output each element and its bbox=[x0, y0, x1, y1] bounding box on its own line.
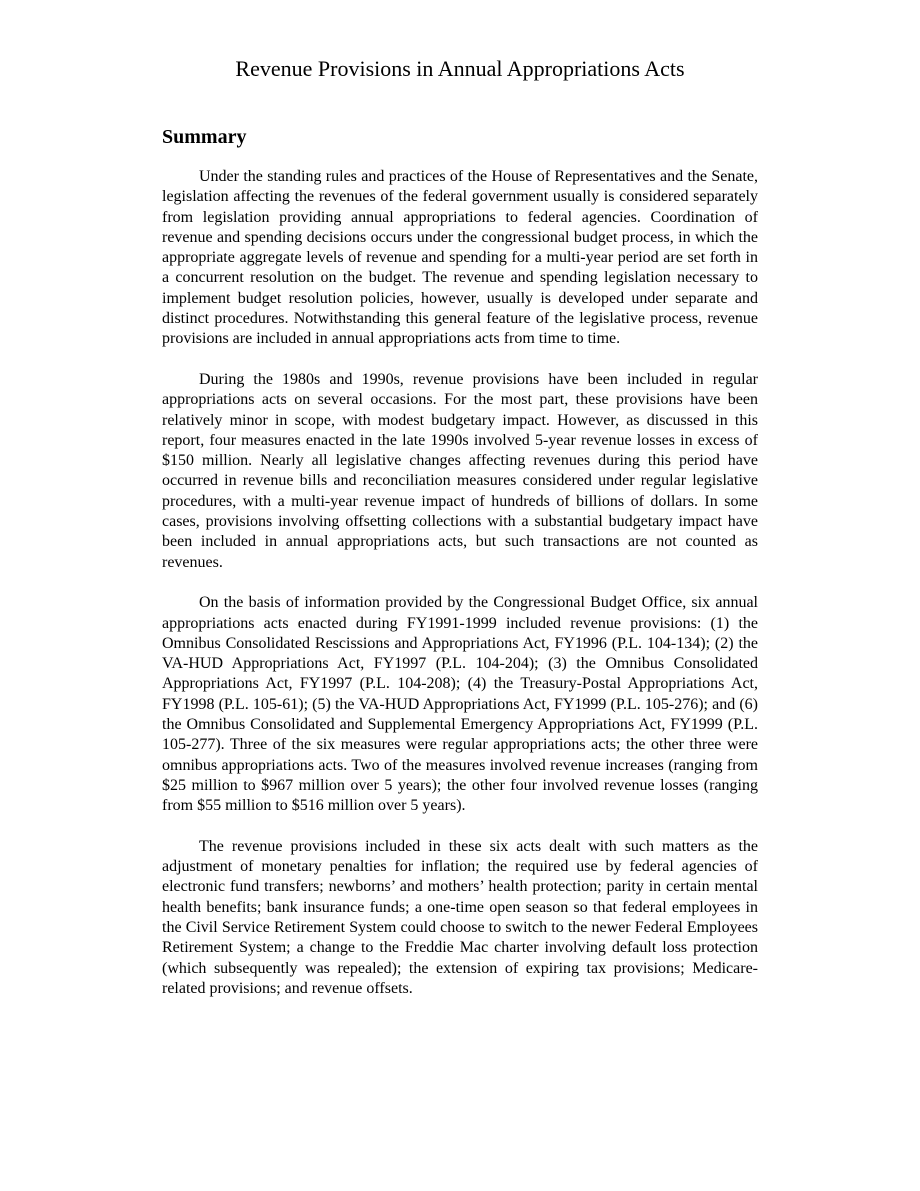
summary-body bbox=[162, 167, 758, 1019]
summary-paragraph-1: Under the standing rules and practices of the House of Representatives and the Senate, legislation affecting the revenues of the federal government usually is considered separately from legislation providing annual appropriations to federal agencies. Coordination of revenue and spending decisions occurs under the congressional budget process, in which the appropriate aggregate levels of revenue and spending for a multi-year period are set forth in a concurrent resolution on the budget. The revenue and spending legislation necessary to implement budget resolution policies, however, usually is developed under separate and distinct procedures. Notwithstanding this general feature of the legislative process, revenue provisions are included in annual appropriations acts from time to time. bbox=[162, 168, 758, 348]
summary-heading: Summary bbox=[162, 126, 247, 148]
summary-paragraph-3: On the basis of information provided by the Congressional Budget Office, six annual appropriations acts enacted during FY1991-1999 included revenue provisions: (1) the Omnibus Consolidated Rescissions and Appropriations Act, FY1996 (P.L. 104-134); (2) the VA-HUD Appropriations Act, FY1997 (P.L. 104-204); (3) the Omnibus Consolidated Appropriations Act, FY1997 (P.L. 104-208); (4) the Treasury-Postal Appropriations Act, FY1998 (P.L. 105-61); (5) the VA-HUD Appropriations Act, FY1999 (P.L. 105-276); and (6) the Omnibus Consolidated and Supplemental Emergency Appropriations Act, FY1999 (P.L. 105-277). Three of the six measures were regular appropriations acts; the other three were omnibus appropriations acts. Two of the measures involved revenue increases (ranging from $25 million to $967 million over 5 years); the other four involved revenue losses (ranging from $55 million to $516 million over 5 years). bbox=[162, 594, 758, 815]
page-title: Revenue Provisions in Annual Appropriations Acts bbox=[235, 56, 685, 81]
summary-paragraph-4: The revenue provisions included in these six acts dealt with such matters as the adjustment of monetary penalties for inflation; the required use by federal agencies of electronic fund transfers; newborns’ and mothers’ health protection; parity in certain mental health benefits; bank insurance funds; a one-time open season so that federal employees in the Civil Service Retirement System could choose to switch to the newer Federal Employees Retirement System; a change to the Freddie Mac charter involving default loss protection (which subsequently was repealed); the extension of expiring tax provisions; Medicare-related provisions; and revenue offsets. bbox=[162, 837, 758, 997]
summary-paragraph-2: During the 1980s and 1990s, revenue provisions have been included in regular appropriations acts on several occasions. For the most part, these provisions have been relatively minor in scope, with modest budgetary impact. However, as discussed in this report, four measures enacted in the late 1990s involved 5-year revenue losses in excess of $150 million. Nearly all legislative changes affecting revenues during this period have occurred in revenue bills and reconciliation measures considered under regular legislative procedures, with a multi-year revenue impact of hundreds of billions of dollars. In some cases, provisions involving offsetting collections with a substantial budgetary impact have been included in annual appropriations acts, but such transactions are not counted as revenues. bbox=[162, 370, 758, 571]
